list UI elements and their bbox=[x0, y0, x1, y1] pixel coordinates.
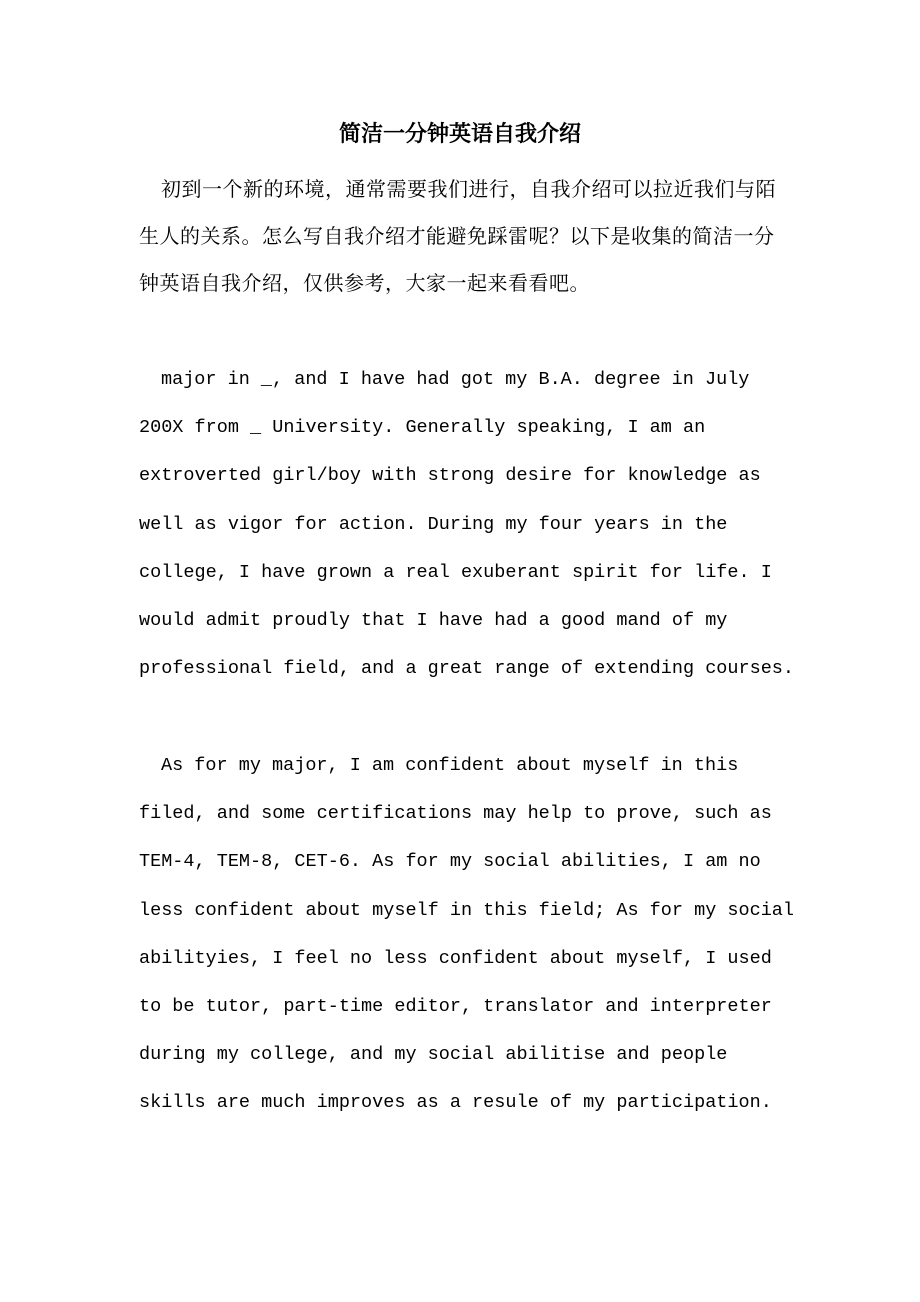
body-paragraph-1: major in _, and I have had got my B.A. degree in July 200X from _ University. Generally speaking, I am an extroverted girl/boy with strong desire for knowledge as well as vigor for action. During my four years in the college, I have grown a real exuberant spirit for life. I would admit proudly that I have had a good mand of my professional field, and a great range of extending courses. bbox=[139, 369, 795, 680]
body-paragraph-2: As for my major, I am confident about myself in this filed, and some certifications may help to prove, such as TEM-4, TEM-8, CET-6. As for my social abilities, I am no less confident about myself in this field; As for my social abilityies, I feel no less confident about myself, I used to be tutor, part-time editor, translator and interpreter during my college, and my social abilitise and people skills are much improves as a resule of my participation. bbox=[139, 755, 795, 1114]
intro-paragraph: 初到一个新的环境，通常需要我们进行，自我介绍可以拉近我们与陌生人的关系。怎么写自我介绍才能避免踩雷呢？以下是收集的简洁一分钟英语自我介绍，仅供参考，大家一起来看看吧。 bbox=[139, 177, 776, 295]
document-title: 简洁一分钟英语自我介绍 bbox=[338, 121, 581, 147]
